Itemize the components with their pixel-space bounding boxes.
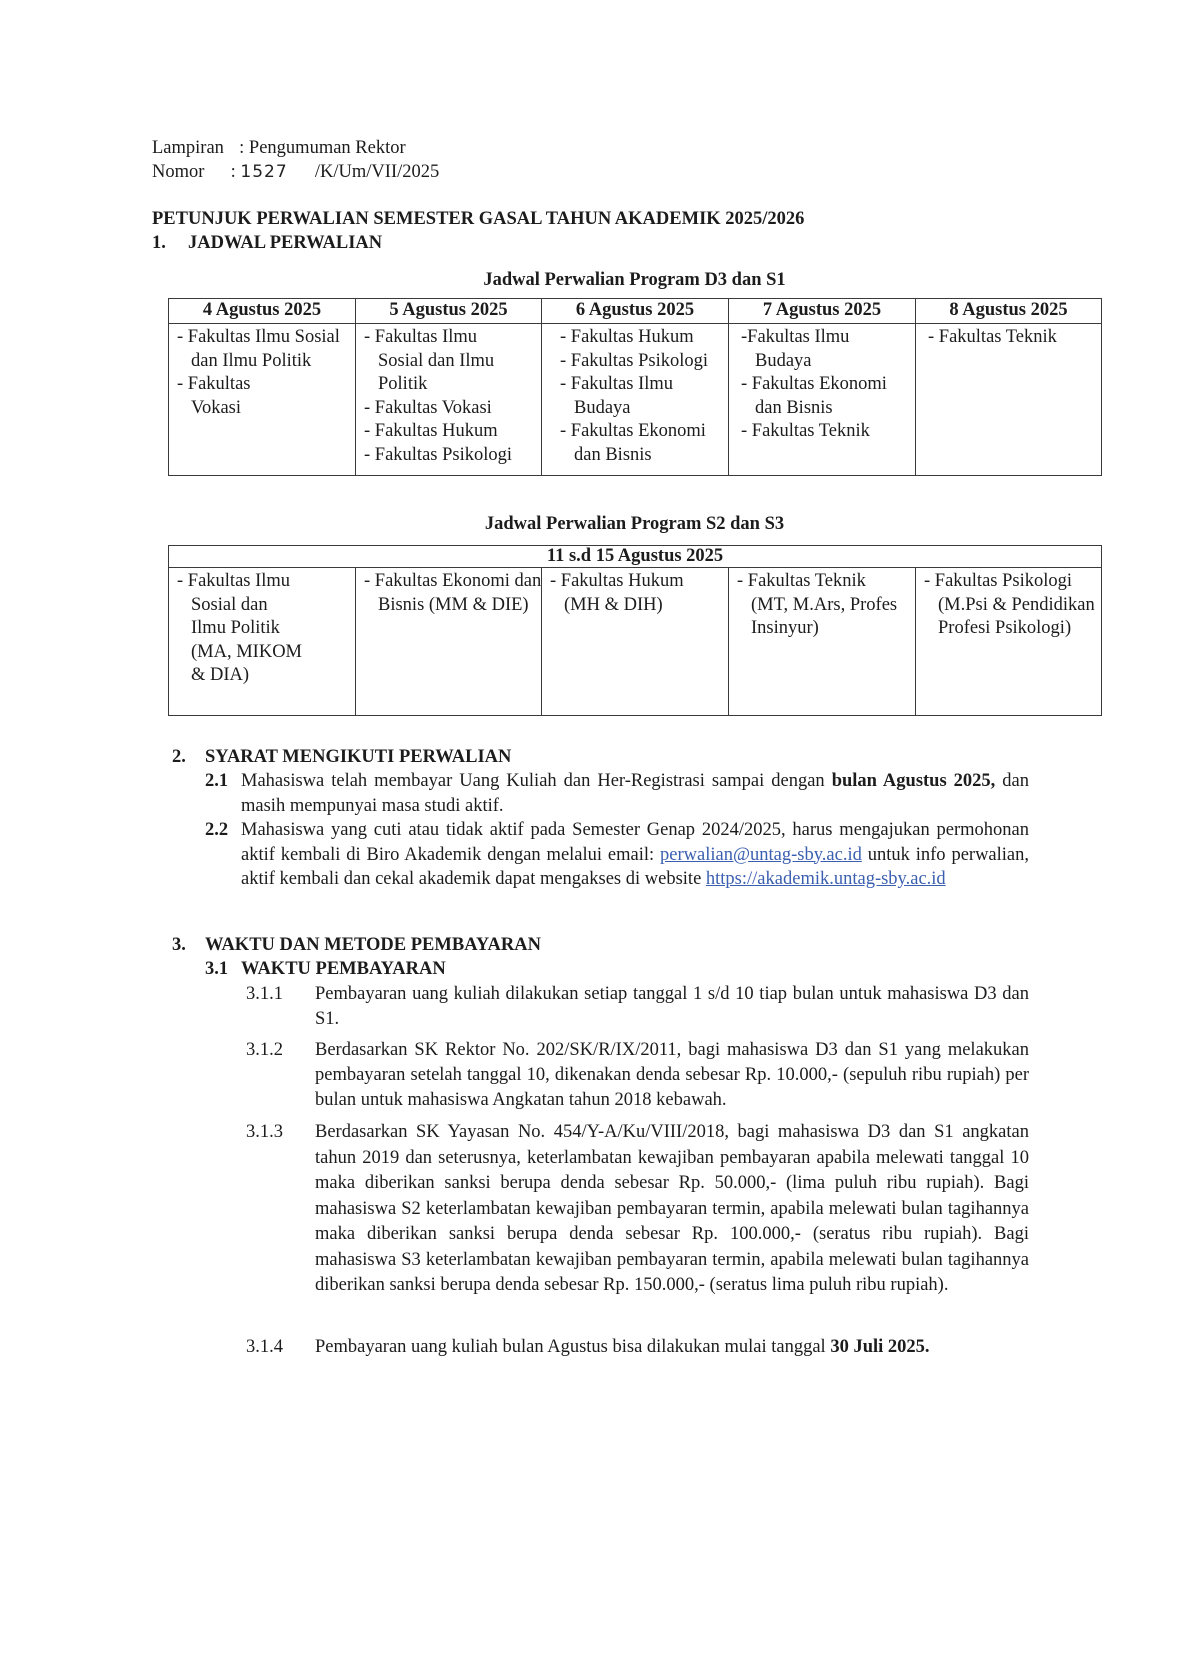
- lampiran-line: [152, 136, 406, 160]
- item-3-1-4-bold: 30 Juli 2025.: [830, 1337, 930, 1357]
- item-2-2-text-before: Mahasiswa yang cuti atau tidak aktif pada Semester Genap 2024/2025, harus mengajukan permohonan aktif kembali di Biro Akademik dengan melalui email:: [241, 820, 1029, 865]
- item-3-1-3-number: 3.1.3: [246, 1122, 283, 1142]
- table-d3-s1-caption: Jadwal Perwalian Program D3 dan S1: [483, 270, 786, 290]
- item-3-1-1-number: 3.1.1: [246, 984, 283, 1004]
- faculty-item: - Fakultas Ilmu Sosial dan Ilmu Politik (MA, MIKOM & DIA): [177, 571, 302, 685]
- faculty-item: - Fakultas Hukum: [560, 327, 694, 347]
- table-cell: [916, 568, 1102, 716]
- item-2-1-text-after: dan masih mempunyai masa studi aktif.: [241, 771, 1030, 816]
- item-2-2-text-middle: untuk info perwalian, aktif kembali dan cekal akademik dapat mengakses di website: [241, 844, 1030, 889]
- faculty-item: - Fakultas Psikologi: [560, 350, 709, 371]
- table-header-cell: 5 Agustus 2025: [356, 299, 542, 324]
- table-cell: [356, 568, 542, 716]
- document-title: PETUNJUK PERWALIAN SEMESTER GASAL TAHUN AKADEMIK 2025/2026: [152, 209, 805, 229]
- section-2-number: 2.: [172, 747, 186, 767]
- table-header-cell: 6 Agustus 2025: [542, 299, 729, 324]
- faculty-item: - Fakultas Psikologi (M.Psi & Pendidikan Profesi Psikologi): [924, 571, 1095, 638]
- faculty-item: - Fakultas Vokasi: [177, 374, 251, 418]
- date-range-header: 11 s.d 15 Agustus 2025: [169, 546, 1102, 568]
- table-cell: [356, 324, 542, 476]
- faculty-item: - Fakultas Ilmu Sosial dan Ilmu Politik: [177, 327, 340, 371]
- faculty-item: - Fakultas Hukum: [364, 421, 498, 441]
- section-1-heading: [152, 231, 382, 255]
- faculty-item: - Fakultas Teknik: [741, 421, 870, 441]
- item-2-1-text-before: Mahasiswa telah membayar Uang Kuliah dan Her-Registrasi sampai dengan: [241, 771, 832, 791]
- item-2-1-text: [241, 769, 1029, 818]
- subsection-3-1-title: WAKTU PEMBAYARAN: [241, 959, 446, 979]
- nomor-suffix: /K/Um/VII/2025: [314, 162, 440, 182]
- section-3-title: WAKTU DAN METODE PEMBAYARAN: [205, 935, 541, 955]
- item-2-1-bold: bulan Agustus 2025,: [831, 771, 996, 791]
- faculty-item: - Fakultas Teknik: [928, 327, 1057, 347]
- table-header-cell: 8 Agustus 2025: [916, 299, 1102, 324]
- section-2-heading: [172, 745, 511, 769]
- subsection-3-1-number: 3.1: [205, 959, 229, 979]
- nomor-handwritten: 1527: [240, 162, 288, 182]
- table-row: [169, 568, 1102, 716]
- nomor-label: Nomor: [152, 162, 205, 182]
- table-header-cell: 4 Agustus 2025: [169, 299, 356, 324]
- item-3-1-1-text: Pembayaran uang kuliah dilakukan setiap tanggal 1 s/d 10 tiap bulan untuk mahasiswa D3 dan S1.: [315, 984, 1029, 1029]
- table-cell: [916, 324, 1102, 476]
- table-d3-s1: [168, 298, 1102, 476]
- nomor-line: [152, 160, 439, 184]
- table-cell: [169, 568, 356, 716]
- nomor-colon: :: [230, 162, 236, 182]
- table-header-row: [169, 299, 1102, 324]
- item-3-1-4-number: 3.1.4: [246, 1337, 283, 1357]
- table-cell: [729, 568, 916, 716]
- section-3-heading: [172, 933, 541, 957]
- faculty-item: - Fakultas Vokasi: [364, 397, 492, 418]
- lampiran-label: Lampiran: [152, 138, 224, 158]
- faculty-item: - Fakultas Ilmu Budaya: [560, 374, 674, 418]
- subsection-3-1-heading: [205, 957, 446, 981]
- section-3-number: 3.: [172, 935, 186, 955]
- website-link[interactable]: https://akademik.untag-sby.ac.id: [705, 869, 946, 889]
- table-cell: [729, 324, 916, 476]
- section-1-title: JADWAL PERWALIAN: [188, 233, 383, 253]
- faculty-item: - Fakultas Ilmu Sosial dan Ilmu Politik: [364, 327, 495, 394]
- table-row: [169, 324, 1102, 476]
- faculty-item: -Fakultas Ilmu Budaya: [741, 327, 850, 371]
- faculty-item: - Fakultas Psikologi: [364, 444, 513, 465]
- item-3-1-3-text: Berdasarkan SK Yayasan No. 454/Y-A/Ku/VIII/2018, bagi mahasiswa D3 dan S1 angkatan tahun 2019 dan seterusnya, keterlambatan kewajiban pembayaran apabila melewati tanggal 10 maka diberikan sanksi berupa denda sebesar Rp. 50.000,- (lima puluh ribu rupiah). Bagi mahasiswa S2 keterlambatan kewajiban pembayaran termin, apabila melewati bulan tagihannya maka diberikan sanksi berupa denda sebesar Rp. 100.000,- (seratus ribu rupiah). Bagi mahasiswa S3 keterlambatan kewajiban pembayaran termin, apabila melewati bulan tagihannya diberikan sanksi berupa denda sebesar Rp. 150.000,- (seratus lima puluh ribu rupiah).: [315, 1122, 1029, 1295]
- faculty-item: - Fakultas Teknik (MT, M.Ars, Profes Insinyur): [737, 571, 898, 638]
- item-3-1-2-number: 3.1.2: [246, 1040, 283, 1060]
- section-2-title: SYARAT MENGIKUTI PERWALIAN: [205, 747, 512, 767]
- faculty-item: - Fakultas Hukum (MH & DIH): [550, 571, 684, 615]
- item-3-1-4-text: [315, 1335, 1055, 1360]
- item-2-2-number: 2.2: [205, 820, 229, 840]
- section-1-number: 1.: [152, 233, 166, 253]
- item-2-1-number: 2.1: [205, 771, 229, 791]
- table-cell: [542, 324, 729, 476]
- item-2-2-text: [241, 818, 1029, 892]
- table-header-cell: 7 Agustus 2025: [729, 299, 916, 324]
- faculty-item: - Fakultas Ekonomi dan Bisnis (MM & DIE): [364, 571, 542, 615]
- lampiran-value: : Pengumuman Rektor: [239, 138, 406, 158]
- faculty-item: - Fakultas Ekonomi dan Bisnis: [560, 421, 706, 465]
- email-link[interactable]: perwalian@untag-sby.ac.id: [660, 844, 862, 865]
- table-cell: [542, 568, 729, 716]
- item-3-1-4-text-before: Pembayaran uang kuliah bulan Agustus bisa dilakukan mulai tanggal: [315, 1337, 831, 1357]
- faculty-item: - Fakultas Ekonomi dan Bisnis: [741, 374, 887, 418]
- table-s2-s3: [168, 545, 1102, 716]
- table-header-row: [169, 546, 1102, 568]
- table-s2-s3-caption: Jadwal Perwalian Program S2 dan S3: [484, 514, 785, 534]
- item-3-1-2-text: Berdasarkan SK Rektor No. 202/SK/R/IX/2011, bagi mahasiswa D3 dan S1 yang melakukan pembayaran setelah tanggal 10, dikenakan denda sebesar Rp. 10.000,- (sepuluh ribu rupiah) per bulan untuk mahasiswa Angkatan tahun 2018 kebawah.: [315, 1040, 1029, 1110]
- table-cell: [169, 324, 356, 476]
